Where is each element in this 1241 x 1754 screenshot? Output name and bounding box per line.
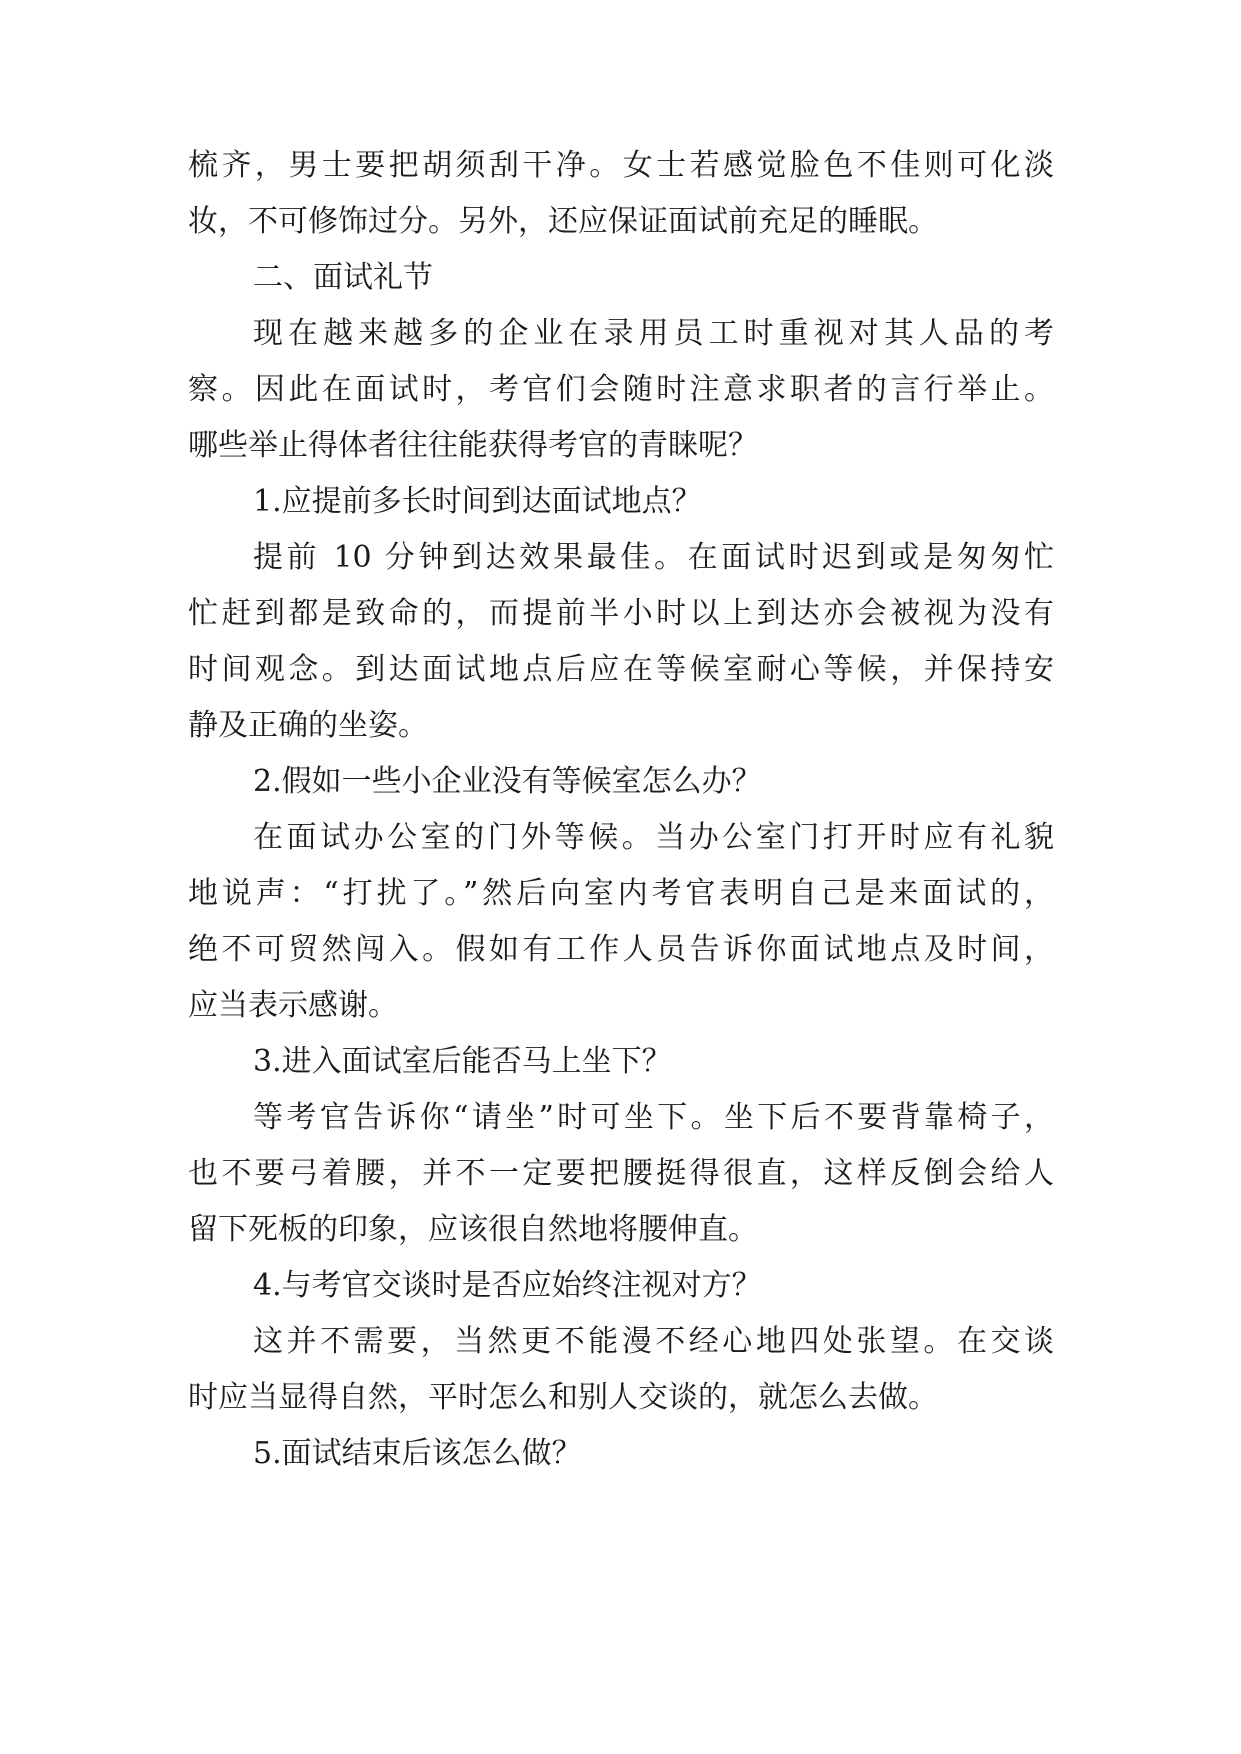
body-text-line: 时应当显得自然，平时怎么和别人交谈的，就怎么去做。: [188, 1380, 938, 1415]
body-text-line: 妆，不可修饰过分。另外，还应保证面试前充足的睡眠。: [188, 204, 938, 239]
body-text-line: 绝不可贸然闯入。假如有工作人员告诉你面试地点及时间，: [188, 932, 1054, 967]
body-text-line: 地说声：“打扰了。”然后向室内考官表明自己是来面试的，: [188, 876, 1054, 911]
body-text-line: 现在越来越多的企业在录用员工时重视对其人品的考: [253, 316, 1054, 351]
body-text-line: 梳齐，男士要把胡须刮干净。女士若感觉脸色不佳则可化淡: [188, 148, 1054, 183]
body-text-line: 提前 10 分钟到达效果最佳。在面试时迟到或是匆匆忙: [253, 540, 1054, 575]
question-heading: 1.应提前多长时间到达面试地点？: [253, 484, 702, 519]
body-text-line: 哪些举止得体者往往能获得考官的青睐呢？: [188, 428, 758, 463]
body-text-line: 应当表示感谢。: [188, 988, 398, 1023]
body-text-line: 这并不需要，当然更不能漫不经心地四处张望。在交谈: [253, 1324, 1054, 1359]
body-text-line: 时间观念。到达面试地点后应在等候室耐心等候，并保持安: [188, 652, 1054, 687]
body-text-line: 也不要弓着腰，并不一定要把腰挺得很直，这样反倒会给人: [188, 1156, 1054, 1191]
body-text-line: 留下死板的印象，应该很自然地将腰伸直。: [188, 1212, 758, 1247]
body-text-line: 忙赶到都是致命的，而提前半小时以上到达亦会被视为没有: [188, 596, 1054, 631]
body-text-line: 在面试办公室的门外等候。当办公室门打开时应有礼貌: [253, 820, 1054, 855]
body-text-line: 等考官告诉你“请坐”时可坐下。坐下后不要背靠椅子，: [253, 1100, 1054, 1135]
question-heading: 4.与考官交谈时是否应始终注视对方？: [253, 1268, 762, 1303]
question-heading: 3.进入面试室后能否马上坐下？: [253, 1044, 672, 1079]
question-heading: 5.面试结束后该怎么做？: [253, 1436, 582, 1471]
question-heading: 2.假如一些小企业没有等候室怎么办？: [253, 764, 762, 799]
body-text-line: 察。因此在面试时，考官们会随时注意求职者的言行举止。: [188, 372, 1054, 407]
body-text-line: 静及正确的坐姿。: [188, 708, 428, 743]
section-heading: 二、面试礼节: [253, 260, 433, 295]
